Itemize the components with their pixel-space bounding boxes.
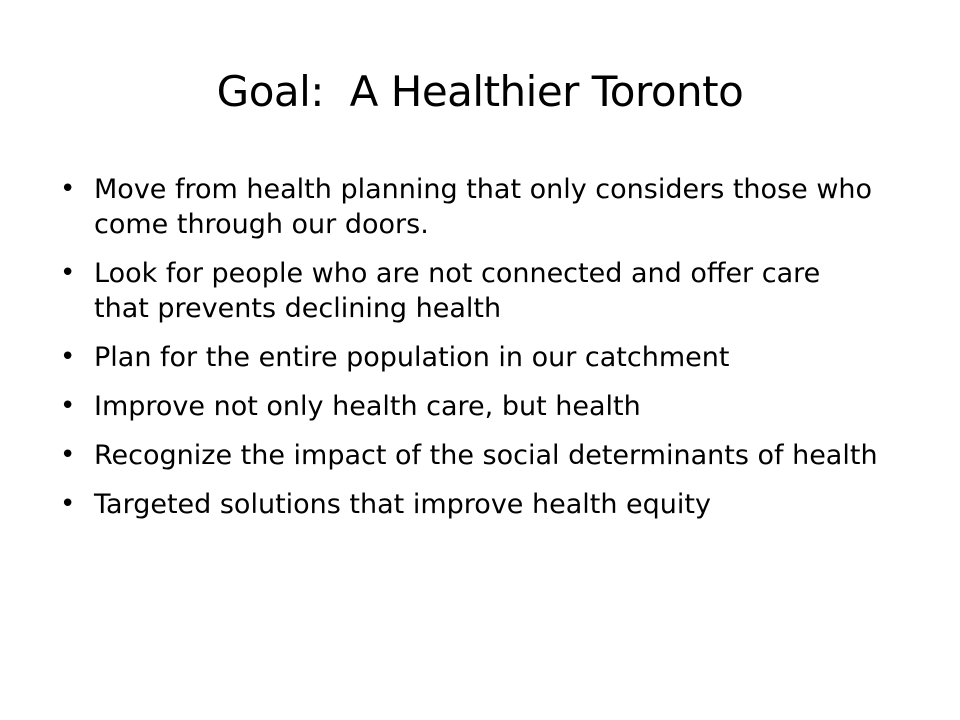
bullet-text: Plan for the entire population in our catchment (94, 342, 730, 373)
bullet-item (60, 487, 880, 522)
bullet-text: Move from health planning that only considers those who come through our doors. (94, 174, 873, 240)
bullet-item (60, 389, 880, 424)
bullet-icon: • (60, 440, 76, 470)
bullet-icon: • (60, 489, 76, 519)
bullet-text: Improve not only health care, but health (94, 391, 641, 422)
bullet-icon: • (60, 174, 76, 204)
bullet-icon: • (60, 342, 76, 372)
bullet-item (60, 172, 880, 242)
bullet-item (60, 256, 880, 326)
bullet-item (60, 340, 880, 375)
bullet-icon: • (60, 391, 76, 421)
bullet-icon: • (60, 258, 76, 288)
bullet-item (60, 438, 880, 473)
bullet-text: Recognize the impact of the social determinants of health (94, 440, 878, 471)
bullet-text: Look for people who are not connected and offer care that prevents declining health (94, 258, 821, 324)
bullet-list (60, 172, 880, 536)
slide-title: Goal: A Healthier Toronto (216, 67, 744, 116)
bullet-text: Targeted solutions that improve health equity (94, 489, 711, 520)
